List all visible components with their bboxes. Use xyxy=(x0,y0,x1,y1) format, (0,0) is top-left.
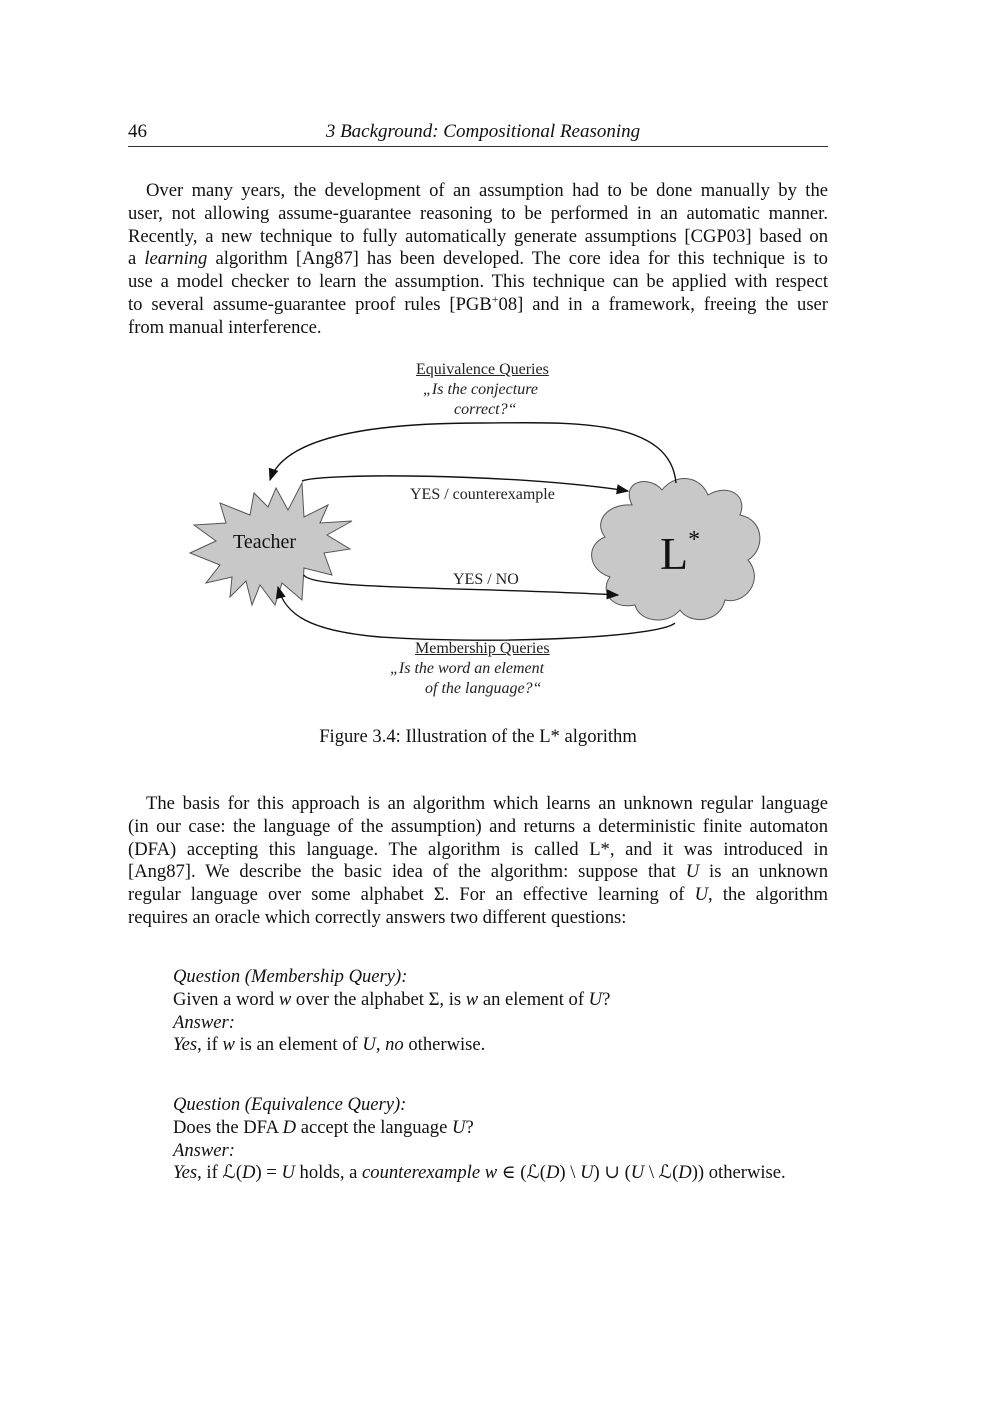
math-U: U xyxy=(281,1162,295,1184)
text-fragment: \ ℒ( xyxy=(644,1162,679,1184)
emphasis-learning: learning xyxy=(144,248,208,270)
math-U: U xyxy=(630,1162,645,1184)
text-line: (in our case: the language of the assumption) and returns a deterministic finite automaton xyxy=(128,815,828,837)
text-fragment: , if ℒ( xyxy=(197,1162,243,1184)
equivalence-question-line1: „Is the conjecture xyxy=(423,381,538,398)
math-w: w xyxy=(278,988,292,1010)
text-line: from manual interference. xyxy=(128,316,322,338)
math-D: D xyxy=(242,1162,256,1184)
math-w: w xyxy=(222,1034,235,1056)
text-fragment: accept the language xyxy=(296,1116,453,1138)
answer-yes: Yes xyxy=(173,1162,198,1184)
math-D: D xyxy=(678,1162,692,1184)
text-fragment: ? xyxy=(465,1116,474,1138)
text-line xyxy=(128,884,828,907)
emphasis-counterexample: counterexample xyxy=(362,1162,481,1184)
page-number: 46 xyxy=(128,121,147,142)
equivalence-question-line2: correct?“ xyxy=(454,401,517,418)
membership-query-question xyxy=(173,989,833,1012)
text-line: The basis for this approach is an algorithm which learns an unknown regular language xyxy=(146,793,828,814)
text-fragment: ) ∪ ( xyxy=(593,1162,631,1184)
figure-caption: Figure 3.4: Illustration of the L* algorithm xyxy=(319,726,637,747)
text-fragment: [Ang87]. We describe the basic idea of the algorithm: suppose that xyxy=(128,861,686,883)
text-fragment: is an element of xyxy=(234,1034,363,1056)
answer-yes: Yes xyxy=(173,1034,198,1056)
math-D: D xyxy=(545,1162,560,1184)
math-w: w xyxy=(465,988,479,1010)
math-U: U xyxy=(452,1116,466,1138)
math-w: w xyxy=(484,1162,498,1184)
membership-query-answer xyxy=(173,1034,833,1057)
learner-letter: L xyxy=(660,528,689,579)
equivalence-query-arrow xyxy=(270,423,676,483)
equivalence-query-heading: Question (Equivalence Query): xyxy=(173,1094,407,1115)
learner-label xyxy=(660,527,700,580)
math-U: U xyxy=(694,884,709,906)
text-fragment: Given a word xyxy=(173,988,279,1010)
superscript-plus: + xyxy=(491,291,499,306)
text-line: use a model checker to learn the assumption. This technique can be applied with respect xyxy=(128,271,828,293)
membership-question-line1: „Is the word an element xyxy=(390,660,545,677)
membership-query-heading: Question (Membership Query): xyxy=(173,966,408,987)
counterexample-label: YES / counterexample xyxy=(410,486,555,503)
membership-queries-label: Membership Queries xyxy=(415,640,550,657)
chapter-title: 3 Background: Compositional Reasoning xyxy=(325,121,641,142)
figure-lstar-diagram xyxy=(180,355,780,715)
text-fragment: algorithm [Ang87] has been developed. The core idea for this technique is to xyxy=(215,248,828,270)
text-line: requires an oracle which correctly answers two different questions: xyxy=(128,906,627,928)
text-fragment: )) otherwise. xyxy=(691,1162,786,1184)
text-line xyxy=(128,291,828,317)
text-fragment: otherwise. xyxy=(403,1034,486,1056)
equivalence-queries-label: Equivalence Queries xyxy=(416,361,549,378)
answer-no: no xyxy=(385,1034,404,1056)
math-U: U xyxy=(362,1034,376,1056)
equivalence-query-question xyxy=(173,1117,833,1140)
math-D: D xyxy=(282,1116,297,1138)
math-U: U xyxy=(580,1162,594,1184)
text-fragment: ) = xyxy=(255,1162,282,1184)
text-line: Over many years, the development of an assumption had to be done manually by the xyxy=(146,180,828,201)
text-fragment: ∈ (ℒ( xyxy=(497,1162,546,1184)
math-U: U xyxy=(685,861,700,883)
running-header xyxy=(128,118,828,147)
text-fragment: ) \ xyxy=(559,1162,581,1184)
text-fragment: , if xyxy=(197,1034,223,1056)
equivalence-query-answer xyxy=(173,1162,833,1185)
text-line xyxy=(128,248,828,271)
text-fragment: regular language over some alphabet Σ. For an effective learning of xyxy=(128,884,695,906)
membership-answer-heading: Answer: xyxy=(173,1011,235,1033)
text-fragment: over the alphabet Σ, is xyxy=(291,988,466,1010)
teacher-label: Teacher xyxy=(233,531,296,553)
text-fragment: an element of xyxy=(478,988,589,1010)
paragraph-intro xyxy=(128,180,828,340)
membership-question-line2: of the language?“ xyxy=(425,680,542,697)
math-U: U xyxy=(588,988,603,1010)
text-fragment: Does the DFA xyxy=(173,1116,283,1138)
text-line: Recently, a new technique to fully automatically generate assumptions [CGP03] based on xyxy=(128,225,828,247)
equivalence-query-block xyxy=(173,1094,833,1185)
learner-star: * xyxy=(688,527,701,553)
text-line: user, not allowing assume-guarantee reasoning to be performed in an automatic manner. xyxy=(128,202,828,224)
text-fragment: to several assume-guarantee proof rules [PGB xyxy=(128,293,492,315)
text-fragment: holds, a xyxy=(294,1162,363,1184)
text-line xyxy=(128,861,828,884)
text-fragment: ? xyxy=(602,988,611,1010)
text-fragment: 08] and in a framework, freeing the user xyxy=(498,293,828,315)
paragraph-lstar xyxy=(128,793,828,930)
text-line: (DFA) accepting this language. The algorithm is called L*, and it was introduced in xyxy=(128,838,828,860)
equivalence-answer-heading: Answer: xyxy=(173,1139,235,1161)
text-fragment: a xyxy=(128,248,145,270)
membership-query-block xyxy=(173,966,833,1057)
text-fragment: , xyxy=(375,1034,386,1056)
yes-no-label: YES / NO xyxy=(453,571,519,588)
text-fragment: is an unknown xyxy=(699,861,828,883)
text-fragment: , the algorithm xyxy=(708,884,829,906)
